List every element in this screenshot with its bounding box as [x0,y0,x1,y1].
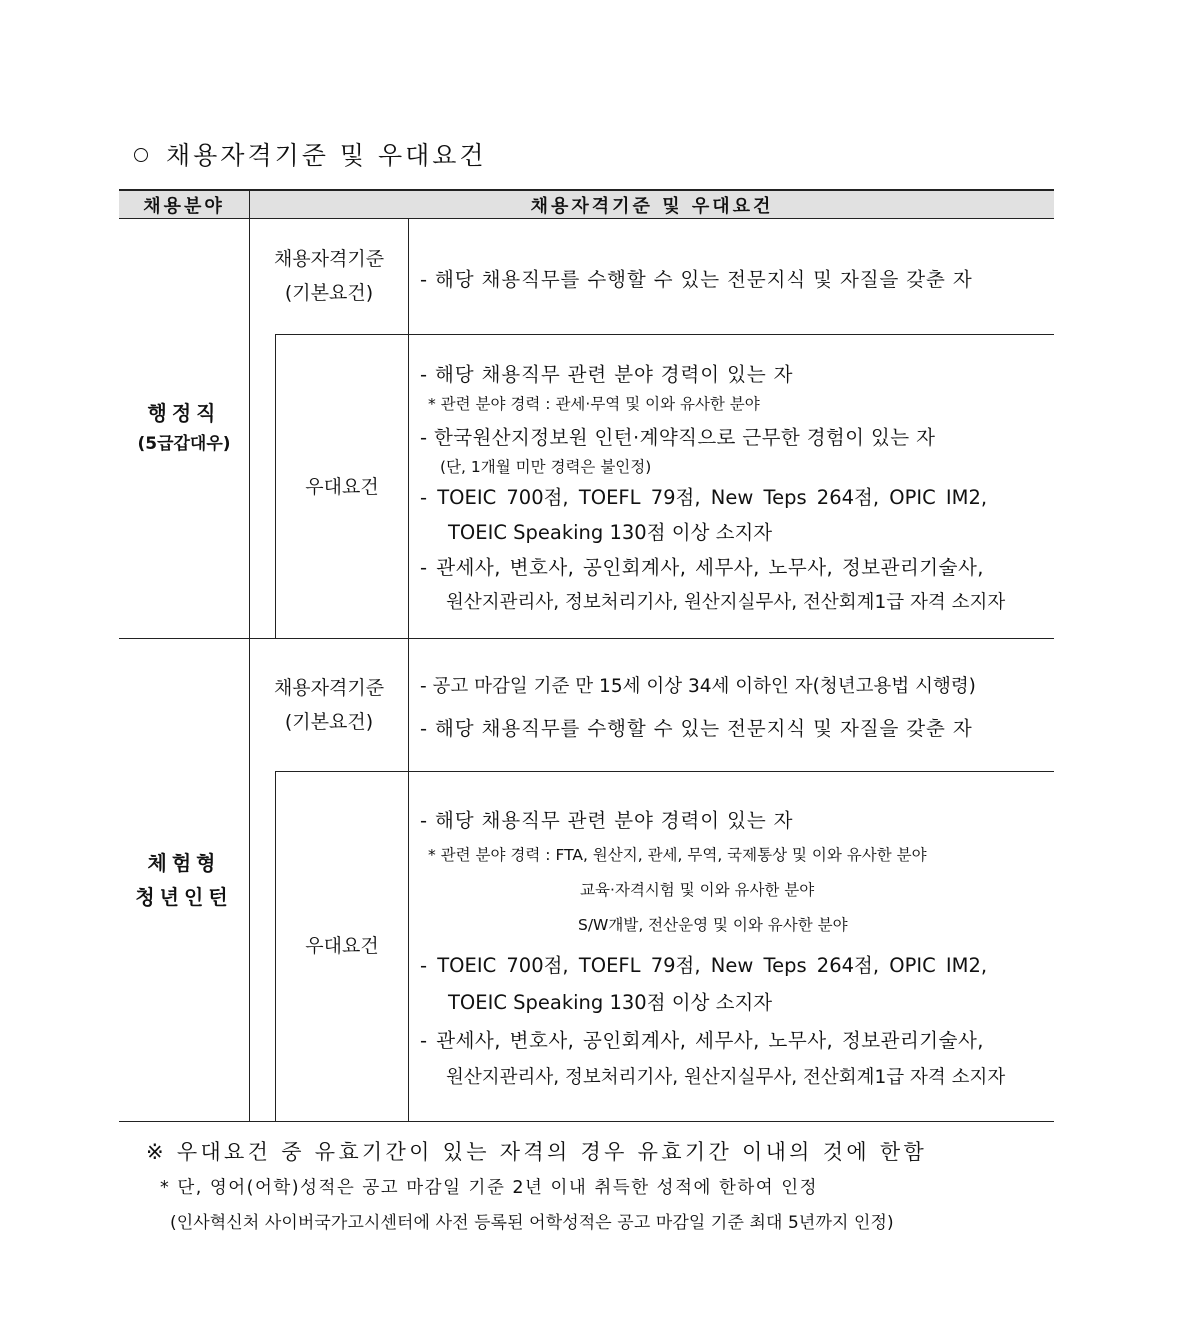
category-name-line2: 청년인턴 [135,885,233,909]
basic-label-text: 채용자격기준 [273,677,385,699]
basic-label-1 [250,242,408,310]
basic-label-text: 채용자격기준 [273,248,385,270]
preferred-line: (단, 1개월 미만 경력은 불인정) [440,458,652,476]
preferred-line: TOEIC Speaking 130점 이상 소지자 [448,991,773,1014]
preferred-label-2: 우대요건 [305,935,379,957]
basic-line: - 해당 채용직무를 수행할 수 있는 전문지식 및 자질을 갖춘 자 [420,717,973,740]
header-bottom-border [119,218,1054,219]
note-sub-1: * 단, 영어(어학)성적은 공고 마감일 기준 2년 이내 취득한 성적에 한하여 인정 [160,1178,819,1198]
header-col-field: 채용분야 [143,196,225,217]
preferred-line: * 관련 분야 경력 : FTA, 원산지, 관세, 무역, 국제통상 및 이와 유사한 분야 [428,846,927,864]
preferred-line: - 한국원산지정보원 인턴·계약직으로 근무한 경험이 있는 자 [420,426,936,449]
basic-label-2 [250,671,408,739]
category-intern [119,846,249,914]
col-divider-3 [408,218,409,1121]
preferred-label-1: 우대요건 [305,476,379,498]
basic-line: - 해당 채용직무를 수행할 수 있는 전문지식 및 자질을 갖춘 자 [420,268,973,291]
table-top-border [119,189,1054,191]
preferred-line: S/W개발, 전산운영 및 이와 유사한 분야 [578,916,848,934]
preferred-line: 원산지관리사, 정보처리기사, 원산지실무사, 전산회계1급 자격 소지자 [446,1067,1006,1088]
preferred-line: * 관련 분야 경력 : 관세·무역 및 이와 유사한 분야 [428,395,760,413]
preferred-line: - 관세사, 변호사, 공인회계사, 세무사, 노무사, 정보관리기술사, [420,1029,985,1052]
category-name: 행정직 [147,401,221,425]
col-divider-1 [249,189,250,1121]
category-name: 체험형 [147,851,221,875]
category-sub: (5급갑대우) [137,434,231,454]
preferred-line: - 해당 채용직무 관련 분야 경력이 있는 자 [420,809,794,832]
note-main: ※ 우대요건 중 유효기간이 있는 자격의 경우 유효기간 이내의 것에 한함 [146,1140,928,1164]
section-title [134,136,487,172]
preferred-line: 교육·자격시험 및 이와 유사한 분야 [580,881,815,899]
circle-bullet-icon [134,148,148,162]
preferred-line: TOEIC Speaking 130점 이상 소지자 [448,521,773,544]
table-bottom-border [119,1121,1054,1122]
row-divider-1 [275,334,1054,335]
basic-label-sub: (기본요건) [284,711,374,733]
header-col-criteria: 채용자격기준 및 우대요건 [530,196,774,217]
preferred-line: - 해당 채용직무 관련 분야 경력이 있는 자 [420,363,794,386]
basic-label-sub: (기본요건) [284,282,374,304]
row-divider-3 [275,771,1054,772]
section-title-text: 채용자격기준 및 우대요건 [166,141,487,170]
basic-line: - 공고 마감일 기준 만 15세 이상 34세 이하인 자(청년고용법 시행령) [420,676,976,697]
note-sub-2: (인사혁신처 사이버국가고시센터에 사전 등록된 어학성적은 공고 마감일 기준 최대 5년까지 인정) [170,1213,894,1233]
preferred-line: - TOEIC 700점, TOEFL 79점, New Teps 264점, OPIC IM2, [420,954,988,977]
row-divider-2 [119,638,1054,639]
category-admin [119,396,249,458]
preferred-line: 원산지관리사, 정보처리기사, 원산지실무사, 전산회계1급 자격 소지자 [446,592,1006,613]
preferred-line: - 관세사, 변호사, 공인회계사, 세무사, 노무사, 정보관리기술사, [420,556,985,579]
preferred-line: - TOEIC 700점, TOEFL 79점, New Teps 264점, OPIC IM2, [420,486,988,509]
